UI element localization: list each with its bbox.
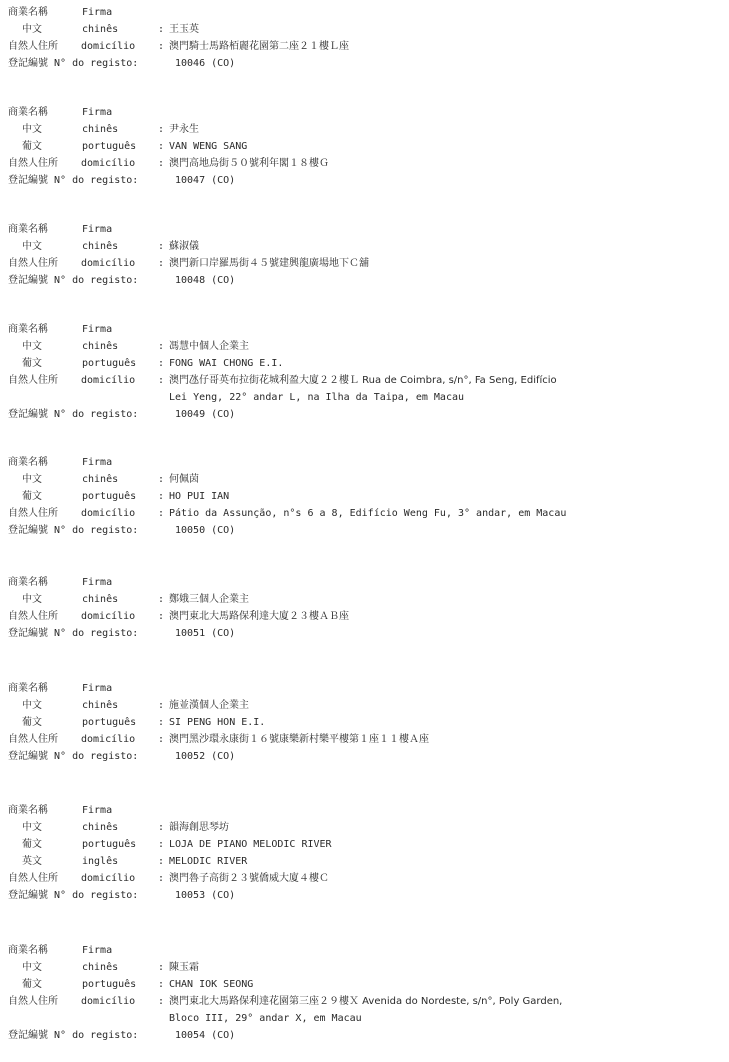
firma-row [8, 454, 723, 471]
registo-number: 10054 (CO) [175, 1030, 236, 1041]
registo-label: 登記編號 N° do registo: [8, 1030, 139, 1041]
portugues-row [8, 976, 723, 993]
domicilio-value: 澳門新口岸羅馬街４５號建興龍廣場地下Ｃ舖 [169, 258, 369, 269]
registry-record [8, 4, 723, 72]
domicilio-label-pt: domicílio [81, 375, 136, 386]
firma-label-zh: 商業名稱 [8, 107, 48, 118]
chines-row [8, 121, 723, 138]
chines-row [8, 238, 723, 255]
domicilio-label-zh: 自然人住所 [8, 611, 58, 622]
domicilio-continuation-row [8, 389, 723, 406]
chines-name: 何佩茵 [169, 474, 199, 485]
chines-label-zh: 中文 [22, 962, 42, 973]
domicilio-label-pt: domicílio [81, 508, 136, 519]
registo-number: 10051 (CO) [175, 628, 236, 639]
portugues-name: LOJA DE PIANO MELODIC RIVER [169, 839, 332, 850]
chines-label-zh: 中文 [22, 341, 42, 352]
portugues-label-pt: português [82, 141, 137, 152]
domicilio-label-pt: domicílio [81, 41, 136, 52]
domicilio-row [8, 155, 723, 172]
chines-label-zh: 中文 [22, 822, 42, 833]
registo-label: 登記編號 N° do registo: [8, 275, 139, 286]
firma-row [8, 802, 723, 819]
domicilio-label-pt: domicílio [81, 734, 136, 745]
firma-row [8, 221, 723, 238]
domicilio-label-pt: domicílio [81, 996, 136, 1007]
registo-number: 10049 (CO) [175, 409, 236, 420]
portugues-label-pt: português [82, 358, 137, 369]
portugues-name: FONG WAI CHONG E.I. [169, 358, 284, 369]
colon: : [158, 474, 165, 485]
domicilio-label-zh: 自然人住所 [8, 375, 58, 386]
firma-label-pt: Firma [82, 805, 113, 816]
chines-label-pt: chinês [82, 241, 119, 252]
registo-number: 10052 (CO) [175, 751, 236, 762]
firma-label-pt: Firma [82, 324, 113, 335]
colon: : [158, 241, 165, 252]
portugues-name: HO PUI IAN [169, 491, 230, 502]
chines-name: 韻海創思琴坊 [169, 822, 229, 833]
colon: : [158, 594, 165, 605]
domicilio-row [8, 731, 723, 748]
domicilio-label-zh: 自然人住所 [8, 734, 58, 745]
firma-label-pt: Firma [82, 457, 113, 468]
firma-row [8, 574, 723, 591]
portugues-label-pt: português [82, 979, 137, 990]
registo-label: 登記編號 N° do registo: [8, 58, 139, 69]
colon: : [158, 491, 165, 502]
chines-label-pt: chinês [82, 24, 119, 35]
chines-name: 尹永生 [169, 124, 199, 135]
colon: : [158, 258, 165, 269]
chines-row [8, 591, 723, 608]
firma-row [8, 942, 723, 959]
colon: : [158, 822, 165, 833]
domicilio-value: 澳門黑沙環永康街１６號康樂新村樂平樓第１座１１樓Ａ座 [169, 734, 429, 745]
domicilio-label-zh: 自然人住所 [8, 508, 58, 519]
registo-row [8, 172, 723, 189]
registo-row [8, 1027, 723, 1044]
portugues-row [8, 488, 723, 505]
chines-label-zh: 中文 [22, 594, 42, 605]
colon: : [158, 839, 165, 850]
registo-number: 10050 (CO) [175, 525, 236, 536]
ingles-label-pt: inglês [82, 856, 119, 867]
domicilio-value: 澳門高地烏街５０號利年閣１８樓Ｇ [169, 158, 329, 169]
registo-label: 登記編號 N° do registo: [8, 751, 139, 762]
domicilio-value: Pátio da Assunção, n°s 6 a 8, Edifício Weng Fu, 3° andar, em Macau [169, 508, 567, 519]
colon: : [158, 734, 165, 745]
domicilio-label-zh: 自然人住所 [8, 158, 58, 169]
registo-label: 登記編號 N° do registo: [8, 890, 139, 901]
portugues-row [8, 714, 723, 731]
chines-row [8, 959, 723, 976]
colon: : [158, 358, 165, 369]
registo-number: 10047 (CO) [175, 175, 236, 186]
domicilio-row [8, 255, 723, 272]
portugues-label-zh: 葡文 [22, 979, 42, 990]
chines-label-zh: 中文 [22, 24, 42, 35]
domicilio-label-pt: domicílio [81, 873, 136, 884]
firma-label-pt: Firma [82, 577, 113, 588]
domicilio-row [8, 38, 723, 55]
portugues-label-zh: 葡文 [22, 491, 42, 502]
domicilio-value-continued: Bloco III, 29° andar X, em Macau [169, 1013, 362, 1024]
chines-label-zh: 中文 [22, 474, 42, 485]
registry-record [8, 680, 723, 765]
chines-name: 王玉英 [169, 24, 199, 35]
domicilio-label-zh: 自然人住所 [8, 996, 58, 1007]
chines-label-pt: chinês [82, 594, 119, 605]
registo-row [8, 625, 723, 642]
domicilio-value: 澳門氹仔哥英布拉街花城利盈大廈２２樓Ｌ Rua de Coimbra, s/n°, Fa Seng, Edifício [169, 375, 557, 386]
portugues-name: VAN WENG SANG [169, 141, 248, 152]
chines-row [8, 471, 723, 488]
chines-row [8, 338, 723, 355]
chines-label-zh: 中文 [22, 241, 42, 252]
colon: : [158, 996, 165, 1007]
colon: : [158, 856, 165, 867]
registry-record [8, 321, 723, 423]
domicilio-value: 澳門東北大馬路保利達大廈２３樓ＡＢ座 [169, 611, 349, 622]
registo-row [8, 55, 723, 72]
firma-row [8, 4, 723, 21]
colon: : [158, 717, 165, 728]
portugues-label-zh: 葡文 [22, 839, 42, 850]
chines-label-zh: 中文 [22, 700, 42, 711]
portugues-label-zh: 葡文 [22, 358, 42, 369]
firma-label-pt: Firma [82, 107, 113, 118]
colon: : [158, 873, 165, 884]
chines-row [8, 21, 723, 38]
registry-record [8, 104, 723, 189]
registry-record [8, 454, 723, 539]
firma-label-zh: 商業名稱 [8, 683, 48, 694]
ingles-label-zh: 英文 [22, 856, 42, 867]
chines-label-pt: chinês [82, 700, 119, 711]
colon: : [158, 979, 165, 990]
portugues-label-zh: 葡文 [22, 717, 42, 728]
registo-row [8, 406, 723, 423]
domicilio-value: 澳門騎士馬路栢麗花園第二座２１樓Ｌ座 [169, 41, 349, 52]
colon: : [158, 508, 165, 519]
firma-row [8, 680, 723, 697]
domicilio-row [8, 870, 723, 887]
colon: : [158, 962, 165, 973]
colon: : [158, 24, 165, 35]
chines-label-zh: 中文 [22, 124, 42, 135]
registo-label: 登記編號 N° do registo: [8, 628, 139, 639]
firma-label-zh: 商業名稱 [8, 457, 48, 468]
portugues-name: SI PENG HON E.I. [169, 717, 266, 728]
portugues-label-pt: português [82, 717, 137, 728]
domicilio-row [8, 372, 723, 389]
chines-name: 鄭娥三個人企業主 [169, 594, 249, 605]
registry-record [8, 942, 723, 1044]
firma-label-pt: Firma [82, 683, 113, 694]
chines-label-pt: chinês [82, 962, 119, 973]
portugues-row [8, 355, 723, 372]
registo-row [8, 887, 723, 904]
registo-row [8, 522, 723, 539]
domicilio-label-pt: domicílio [81, 258, 136, 269]
chines-name: 施並漢個人企業主 [169, 700, 249, 711]
registo-row [8, 748, 723, 765]
firma-row [8, 321, 723, 338]
domicilio-label-pt: domicílio [81, 611, 136, 622]
portugues-name: CHAN IOK SEONG [169, 979, 254, 990]
chines-label-pt: chinês [82, 341, 119, 352]
firma-label-zh: 商業名稱 [8, 945, 48, 956]
chines-name: 蘇淑儀 [169, 241, 199, 252]
portugues-label-pt: português [82, 491, 137, 502]
registo-number: 10046 (CO) [175, 58, 236, 69]
firma-label-pt: Firma [82, 7, 113, 18]
portugues-label-zh: 葡文 [22, 141, 42, 152]
portugues-row [8, 138, 723, 155]
colon: : [158, 341, 165, 352]
colon: : [158, 611, 165, 622]
registo-number: 10053 (CO) [175, 890, 236, 901]
colon: : [158, 700, 165, 711]
domicilio-label-zh: 自然人住所 [8, 41, 58, 52]
chines-row [8, 819, 723, 836]
colon: : [158, 158, 165, 169]
colon: : [158, 375, 165, 386]
ingles-name: MELODIC RIVER [169, 856, 248, 867]
domicilio-value-continued: Lei Yeng, 22° andar L, na Ilha da Taipa, em Macau [169, 392, 465, 403]
firma-label-zh: 商業名稱 [8, 805, 48, 816]
domicilio-row [8, 505, 723, 522]
firma-label-zh: 商業名稱 [8, 577, 48, 588]
domicilio-value: 澳門魯子高街２３號僑威大廈４樓Ｃ [169, 873, 329, 884]
registo-row [8, 272, 723, 289]
domicilio-row [8, 608, 723, 625]
colon: : [158, 141, 165, 152]
registry-record [8, 574, 723, 642]
domicilio-continuation-row [8, 1010, 723, 1027]
chines-label-pt: chinês [82, 124, 119, 135]
chines-name: 馮慧中個人企業主 [169, 341, 249, 352]
registry-record [8, 802, 723, 904]
ingles-row [8, 853, 723, 870]
registo-label: 登記編號 N° do registo: [8, 525, 139, 536]
registry-record [8, 221, 723, 289]
firma-label-pt: Firma [82, 945, 113, 956]
portugues-row [8, 836, 723, 853]
chines-label-pt: chinês [82, 822, 119, 833]
firma-label-pt: Firma [82, 224, 113, 235]
chines-row [8, 697, 723, 714]
chines-label-pt: chinês [82, 474, 119, 485]
chines-name: 陳玉霜 [169, 962, 199, 973]
firma-label-zh: 商業名稱 [8, 324, 48, 335]
firma-label-zh: 商業名稱 [8, 224, 48, 235]
registo-number: 10048 (CO) [175, 275, 236, 286]
registo-label: 登記編號 N° do registo: [8, 175, 139, 186]
registo-label: 登記編號 N° do registo: [8, 409, 139, 420]
domicilio-row [8, 993, 723, 1010]
colon: : [158, 41, 165, 52]
colon: : [158, 124, 165, 135]
firma-label-zh: 商業名稱 [8, 7, 48, 18]
domicilio-label-zh: 自然人住所 [8, 258, 58, 269]
portugues-label-pt: português [82, 839, 137, 850]
firma-row [8, 104, 723, 121]
domicilio-label-pt: domicílio [81, 158, 136, 169]
domicilio-label-zh: 自然人住所 [8, 873, 58, 884]
domicilio-value: 澳門東北大馬路保利達花園第三座２９樓Ｘ Avenida do Nordeste, s/n°, Poly Garden, [169, 996, 563, 1007]
